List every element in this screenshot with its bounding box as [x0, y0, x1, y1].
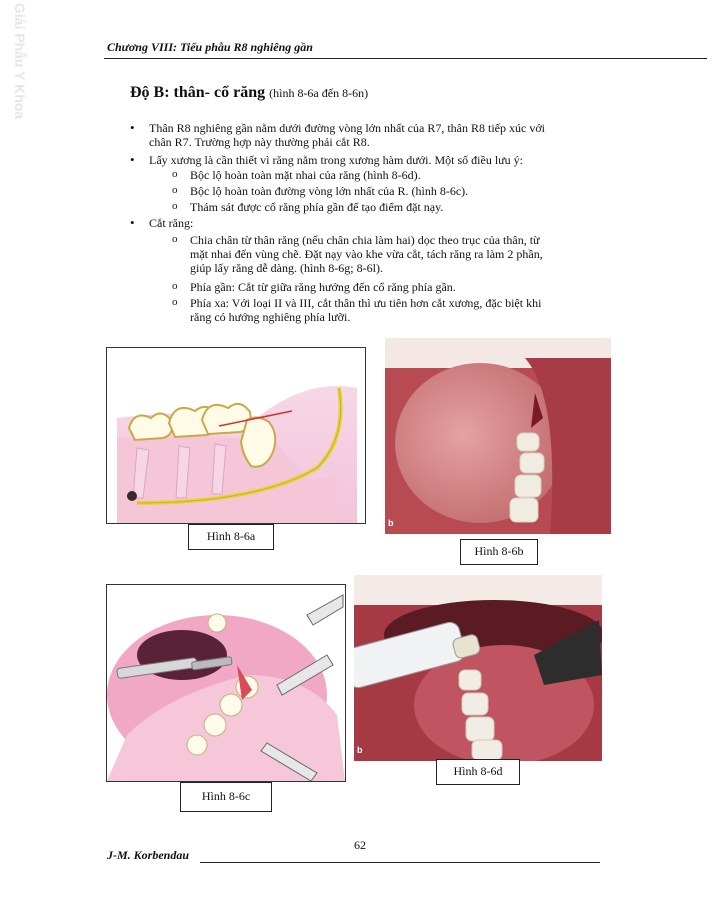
- circle-marker: o: [172, 168, 178, 180]
- mouth-illustration-instruments: [107, 585, 345, 781]
- figure-8-6a: [106, 347, 366, 524]
- sub-item: [190, 233, 614, 275]
- bullet-line: chân R7. Trường hợp này thường phải cắt R8.: [149, 135, 370, 149]
- sub-item: Bộc lộ hoàn toàn đường vòng lớn nhất của R. (hình 8-6c).: [190, 184, 469, 198]
- figure-caption-8-6c: Hình 8-6c: [180, 782, 272, 812]
- side-watermark: [2, 2, 29, 128]
- bullet-dot: •: [130, 215, 135, 230]
- section-figure-ref: (hình 8-6a đến 8-6n): [269, 86, 369, 100]
- footer-divider: [200, 862, 600, 863]
- figure-corner-label: b: [357, 745, 363, 755]
- bullet-item: [149, 121, 614, 149]
- figure-8-6d: [354, 575, 602, 761]
- jaw-diagram-illustration: [107, 348, 365, 523]
- section-title: [130, 84, 368, 102]
- figure-8-6b: [385, 338, 611, 534]
- sub-line: giúp lấy răng dễ dàng. (hình 8-6g; 8-6l).: [190, 261, 383, 275]
- sub-item: [190, 296, 614, 324]
- mouth-photo-tongue: [385, 338, 611, 534]
- circle-marker: o: [172, 233, 178, 245]
- mouth-photo-surgery: [354, 575, 602, 761]
- circle-marker: o: [172, 280, 178, 292]
- sub-line: Chia chân từ thân răng (nếu chân chia làm hai) dọc theo trục của thân, từ: [190, 233, 540, 247]
- watermark-text: Giải Phẫu Y Khoa: [12, 2, 29, 120]
- circle-marker: o: [172, 296, 178, 308]
- sub-item: Thám sát được cổ răng phía gần để tạo điểm đặt nạy.: [190, 200, 444, 214]
- bullet-dot: •: [130, 152, 135, 167]
- circle-marker: o: [172, 184, 178, 196]
- bullet-line: Thân R8 nghiêng gần nằm dưới đường vòng lớn nhất của R7, thân R8 tiếp xúc với: [149, 121, 545, 135]
- sub-line: Phía xa: Với loại II và III, cắt thân thì ưu tiên hơn cắt xương, đặc biệt khi: [190, 296, 542, 310]
- page-number: 62: [354, 838, 366, 852]
- section-title-text: Độ B: thân- cổ răng: [130, 84, 266, 101]
- bullet-item: Lấy xương là cần thiết vì răng nằm trong xương hàm dưới. Một số điều lưu ý:: [149, 153, 523, 167]
- sub-item: Bộc lộ hoàn toàn mặt nhai của răng (hình 8-6d).: [190, 168, 421, 182]
- sub-item: Phía gần: Cắt từ giữa răng hướng đến cổ răng phía gần.: [190, 280, 456, 294]
- figure-caption-8-6d: Hình 8-6d: [436, 759, 520, 785]
- circle-marker: o: [172, 200, 178, 212]
- figure-corner-label: b: [388, 518, 394, 528]
- sub-line: răng có hướng nghiêng phía lưỡi.: [190, 310, 351, 324]
- bullet-dot: •: [130, 120, 135, 135]
- figure-caption-8-6b: Hình 8-6b: [460, 539, 538, 565]
- chapter-header: Chương VIII: Tiểu phẫu R8 nghiêng gần: [107, 40, 313, 54]
- figure-8-6c: [106, 584, 346, 782]
- bullet-item: Cắt răng:: [149, 216, 194, 230]
- header-divider: [104, 58, 707, 59]
- footer-author: J-M. Korbendau: [107, 848, 190, 862]
- sub-line: mặt nhai đến vùng chẽ. Đặt nạy vào khe vừa cắt, tách răng ra làm 2 phần,: [190, 247, 543, 261]
- figure-caption-8-6a: Hình 8-6a: [188, 524, 274, 550]
